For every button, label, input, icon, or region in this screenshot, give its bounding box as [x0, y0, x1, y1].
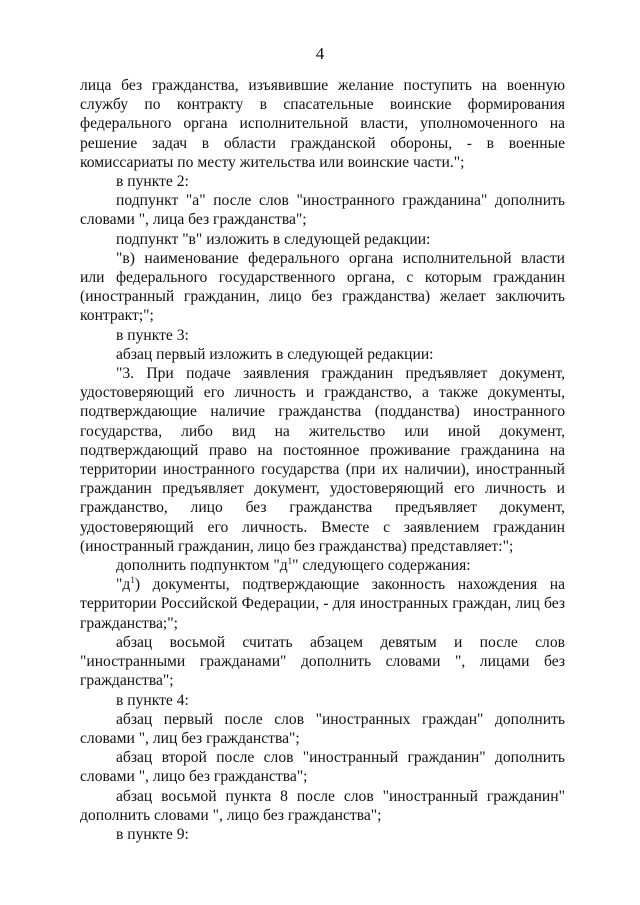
- paragraph-subpoint-a: подпункт "а" после слов "иностранного гражданина" дополнить словами ", лица без гражданства";: [80, 192, 565, 229]
- paragraph-point-3-intro: в пункте 3:: [116, 326, 189, 344]
- document-body: [80, 76, 565, 844]
- superscript: 1: [287, 556, 293, 567]
- paragraph-point-2-intro: в пункте 2:: [116, 173, 189, 191]
- paragraph-add-subpoint-d1: [80, 556, 565, 575]
- text-part: ) документы, подтверждающие законность нахождения на территории Российской Федерации, - для иностранных граждан, лиц без гражданства;";: [80, 576, 565, 632]
- paragraph-eighth-abzac: абзац восьмой считать абзацем девятым и после слов "иностранными гражданами" дополнить словами ", лицами без гражданства";: [80, 633, 565, 690]
- paragraph-point-4-second: абзац второй после слов "иностранный гражданин" дополнить словами ", лицо без гражданства";: [80, 749, 565, 786]
- paragraph-point-9-intro: в пункте 9:: [116, 825, 189, 843]
- paragraph-subpoint-v-text: "в) наименование федерального органа исполнительной власти или федерального государственного органа, с которым гражданин (иностранный гражданин, лицо без гражданства) желает заключить контракт;";: [80, 249, 565, 325]
- superscript: 1: [130, 575, 135, 586]
- paragraph-subpoint-v-intro: подпункт "в" изложить в следующей редакции:: [116, 230, 431, 248]
- paragraph-point-8: абзац восьмой пункта 8 после слов "иностранный гражданин" дополнить словами ", лицо без гражданства";: [80, 787, 565, 824]
- text-part: дополнить подпунктом "д: [116, 557, 288, 575]
- page-number: 4: [315, 44, 325, 63]
- paragraph-first-abzac-intro: абзац первый изложить в следующей редакции:: [116, 345, 434, 363]
- text-part: "д: [116, 576, 131, 594]
- paragraph-point-3-text: "3. При подаче заявления гражданин предъявляет документ, удостоверяющий его личность и гражданство, а также документы, подтверждающие наличие гражданства (подданства) иностранного государства, либо вид на жительство или иной документ, подтверждающий право на постоянное проживание гражданина на территории иностранного государства (при их наличии), иностранный гражданин предъявляет документ, удостоверяющий его личность и гражданство, лицо без гражданства предъявляет документ, удостоверяющий его личность. Вместе с заявлением гражданин (иностранный гражданин, лицо без гражданства) представляет:";: [80, 365, 565, 555]
- paragraph-point-4-first: абзац первый после слов "иностранных граждан" дополнить словами ", лиц без гражданства";: [80, 710, 565, 747]
- paragraph-point-4-intro: в пункте 4:: [116, 691, 189, 709]
- paragraph-continuation: лица без гражданства, изъявившие желание поступить на военную службу по контракту в спасательные воинские формирования федерального органа исполнительной власти, уполномоченного на решение задач в области гражданской обороны, - в военные комиссариаты по месту жительства или воинские части.";: [80, 77, 565, 171]
- text-part: " следующего содержания:: [292, 557, 471, 575]
- paragraph-subpoint-d1-text: [80, 575, 565, 633]
